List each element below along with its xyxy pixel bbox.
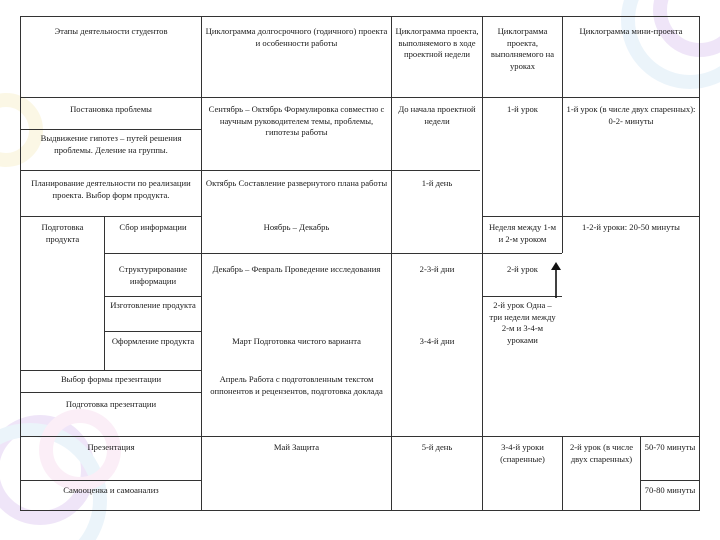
long-r1: Сентябрь – Октябрь Формулировка совместно с научным руководителем темы, проблемы, гипотезы работы <box>208 104 385 137</box>
lesson-r3: 2-й урок <box>507 264 538 274</box>
lesson-r4: 2-й урок Одна – три недели между 2-м и 3-4-м уроками <box>489 300 556 345</box>
week-r5: 5-й день <box>421 442 453 452</box>
header-stages: Этапы деятельности студентов <box>54 26 168 36</box>
stage-hypotheses: Выдвижение гипотез – путей решения проблемы. Деление на группы. <box>40 133 182 155</box>
lesson-r5: 3-4-й уроки (спаренные) <box>500 442 545 464</box>
long-r7: Май Защита <box>273 442 320 452</box>
lesson-r2: Неделя между 1-м и 2-м уроком <box>488 222 557 244</box>
long-r5: Март Подготовка чистого варианта <box>232 336 361 346</box>
long-r4: Декабрь – Февраль Проведение исследования <box>212 264 381 274</box>
stage-choose-form: Выбор формы презентации <box>60 374 162 384</box>
stage-prep-presentation: Подготовка презентации <box>65 399 157 409</box>
stage-presentation: Презентация <box>87 442 135 452</box>
stage-product-prep: Подготовка продукта <box>41 222 84 244</box>
lesson-r1: 1-й урок <box>507 104 538 114</box>
long-r6: Апрель Работа с подготовленным текстом оппонентов и рецензентов, подготовка доклада <box>210 374 383 396</box>
stage-problem: Постановка проблемы <box>70 104 152 114</box>
stage-planning: Планирование деятельности по реализации проекта. Выбор форм продукта. <box>31 178 191 200</box>
stage-make: Изготовление продукта <box>110 300 196 310</box>
mini-r3: 2-й урок (в числе двух спаренных) <box>569 442 634 464</box>
stage-structure: Структурирование информации <box>118 264 188 286</box>
header-cyclogram-lesson: Циклограмма проекта, выполняемого на уроках <box>490 26 555 71</box>
stage-self-eval: Самооценка и самоанализ <box>63 485 159 495</box>
mini-r4: 50-70 минуты <box>644 442 696 452</box>
long-r3: Ноябрь – Декабрь <box>263 222 330 232</box>
mini-r5: 70-80 минуты <box>644 485 696 495</box>
mini-r1: 1-й урок (в числе двух спаренных): 0-2- минуты <box>566 104 696 126</box>
week-r4: 3-4-й дни <box>419 336 455 346</box>
stage-collect: Сбор информации <box>119 222 187 232</box>
long-r2: Октябрь Составление развернутого плана работы <box>205 178 388 188</box>
up-arrow-icon <box>550 262 562 298</box>
header-cyclogram-mini: Циклограмма мини-проекта <box>579 26 683 36</box>
stage-design: Оформление продукта <box>111 336 195 346</box>
week-r1: До начала проектной недели <box>398 104 476 126</box>
header-cyclogram-long: Циклограмма долгосрочного (годичного) проекта и особенности работы <box>205 26 388 48</box>
header-cyclogram-week: Циклограмма проекта, выполняемого в ходе проектной недели <box>395 26 479 59</box>
week-r2: 1-й день <box>421 178 453 188</box>
week-r3: 2-3-й дни <box>419 264 455 274</box>
mini-r2: 1-2-й уроки: 20-50 минуты <box>582 222 680 232</box>
